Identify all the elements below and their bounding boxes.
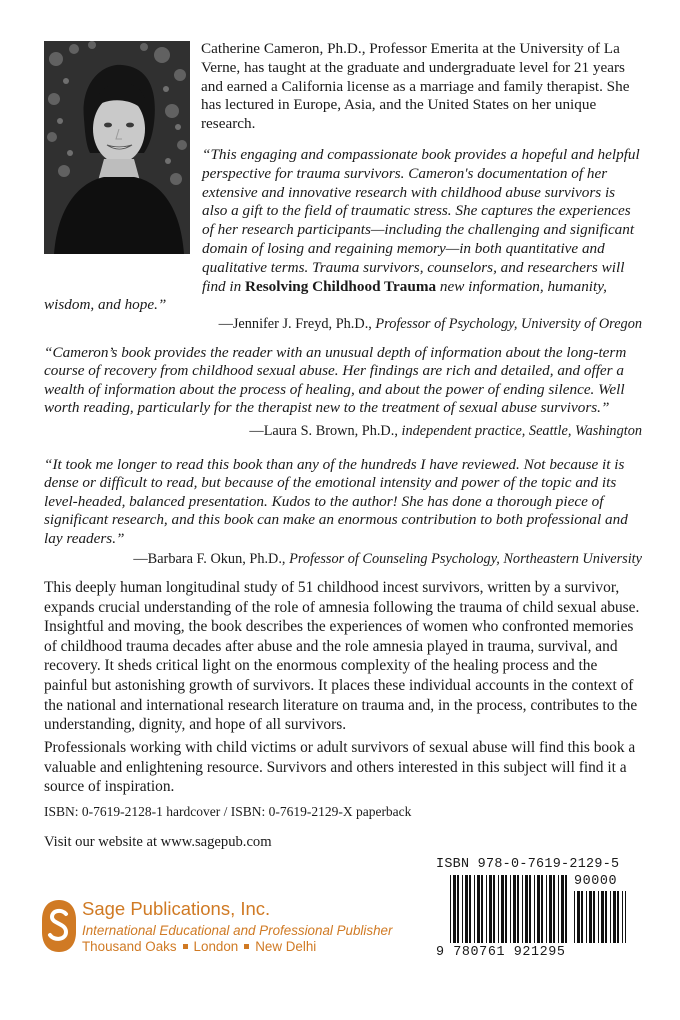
endorsement-freyd [44, 146, 642, 333]
separator-square-icon [244, 944, 249, 949]
endorsement-okun [44, 456, 642, 568]
endorser-name: —Barbara F. Okun, Ph.D., [133, 551, 286, 568]
separator-square-icon [183, 944, 188, 949]
barcode-digits: 9 780761 921295 [436, 945, 566, 960]
book-title: Resolving Childhood Trauma [245, 277, 437, 295]
endorser-affiliation: Professor of Counseling Psychology, Northeastern University [289, 551, 642, 568]
author-bio: Catherine Cameron, Ph.D., Professor Emerita at the University of La Verne, has taught at the graduate and undergraduate level for 21 years and earned a California license as a marriage and family therapist. She has lectured in Europe, Asia, and the United States on her unique research. [201, 40, 630, 133]
endorser-name: —Laura S. Brown, Ph.D., [249, 422, 398, 439]
barcode-isbn-label: ISBN 978-0-7619-2129-5 [436, 857, 620, 872]
endorsement-okun-text: “It took me longer to read this book than any of the hundreds I have reviewed. Not because it is dense or difficult to read, but because of the emotional intensity and power of the topic and its level-headed, balanced presentation. Kudos to the author! She has done a thorough piece of significant research, and this book can make an enormous contribution to both professional and lay readers.” [44, 456, 628, 547]
publisher-tagline: International Educational and Professional Publisher [82, 923, 393, 938]
endorsement-brown-attribution [44, 422, 642, 440]
endorser-affiliation: independent practice, Seattle, Washington [401, 422, 642, 439]
barcode-addon-number: 90000 [574, 874, 618, 889]
city-new-delhi: New Delhi [255, 939, 317, 954]
audience-paragraph: Professionals working with child victims or adult survivors of sexual abuse will find this book a valuable and enlightening resource. Survivors and others interested in this subject will find it a source of inspiration. [44, 739, 636, 796]
publisher-name: Sage Publications, Inc. [82, 898, 271, 919]
endorsement-freyd-attribution [44, 315, 642, 333]
city-thousand-oaks: Thousand Oaks [82, 939, 177, 954]
endorsement-okun-attribution [44, 550, 642, 568]
book-description: This deeply human longitudinal study of 51 childhood incest survivors, written by a survivor, expands crucial understanding of the role of amnesia following the trauma of child sexual abuse. Insightful and moving, the book describes the experiences of women who confronted memories of childhood trauma decades after abuse and the role amnesia played in trauma, survival, and recovery. It sheds critical light on the enormous complexity of the healing process and the painful but astonishing growth of survivors. It places these individual accounts in the context of the national and international research literature on trauma and, in the process, contributes to the understanding, dignity, and hope of all survivors. [44, 579, 640, 734]
barcode-block [436, 857, 628, 967]
endorsement-brown [44, 344, 642, 440]
publisher-block [40, 898, 400, 958]
website-line: Visit our website at www.sagepub.com [44, 834, 272, 850]
endorser-name: —Jennifer J. Freyd, Ph.D., [218, 316, 372, 333]
isbn-line: ISBN: 0-7619-2128-1 hardcover / ISBN: 0-7619-2129-X paperback [44, 804, 412, 819]
publisher-cities [82, 939, 316, 954]
endorsement-brown-text: “Cameron’s book provides the reader with an unusual depth of information about the long-term course of recovery from childhood sexual abuse. Her findings are rich and detailed, and offer a wealth of information about the process of healing, and about the power of ending silence. Well worth reading, particularly for the therapist new to the treatment of sexual abuse survivors.” [44, 344, 627, 417]
endorsement-freyd-text-end: new information, humanity, wisdom, and hope.” [44, 277, 607, 314]
sage-logo-icon [40, 898, 78, 954]
endorser-affiliation: Professor of Psychology, University of Oregon [375, 316, 642, 333]
endorsement-freyd-text: “This engaging and compassionate book provides a hopeful and helpful perspective for trauma survivors. Cameron's documentation of her extensive and innovative research with childhood abuse survivors is also a gift to the field of traumatic stress. She captures the experiences of her research participants—including the challenging and significant domain of losing and regaining memory—in both quantitative and qualitative terms. Trauma survivors, counselors, and researchers will find in [202, 146, 640, 295]
city-london: London [193, 939, 239, 954]
